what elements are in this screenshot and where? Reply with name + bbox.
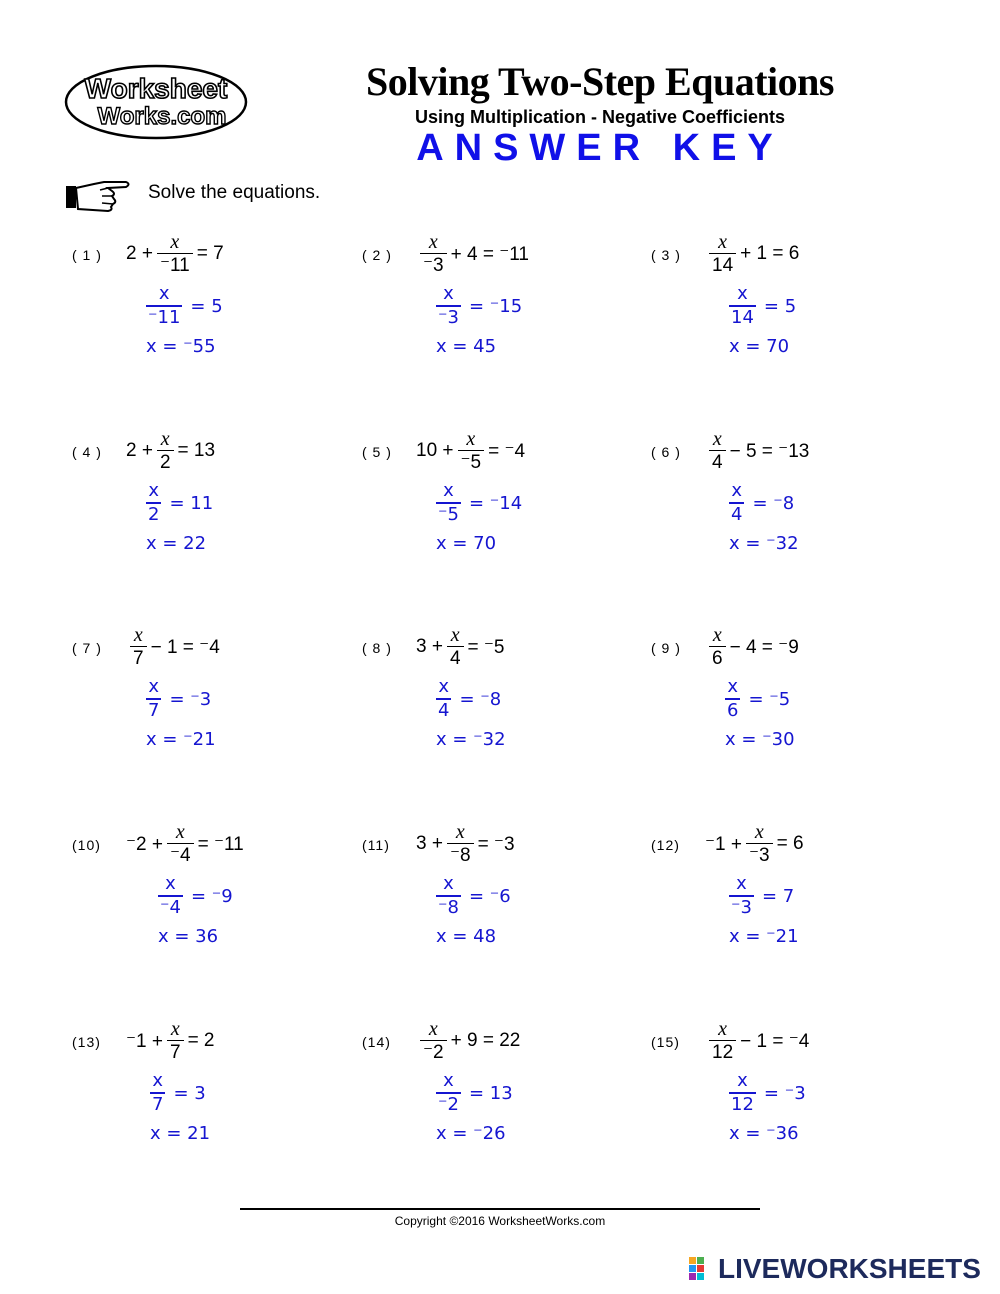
equation-suffix: + 1 = 6 — [740, 243, 800, 264]
problem-number: (12) — [651, 837, 680, 853]
logo-text-line2: Works.com — [97, 103, 227, 130]
equation — [126, 425, 215, 477]
final-answer: x = 48 — [436, 926, 497, 947]
solution-denominator: 4 — [438, 699, 450, 721]
equation — [126, 1015, 215, 1067]
final-answer: x = ⁻21 — [146, 729, 216, 750]
fraction-numerator: x — [712, 623, 722, 646]
fraction-numerator: x — [754, 820, 764, 843]
solution-rhs: = ⁻14 — [468, 492, 523, 514]
solution-step — [436, 1067, 513, 1119]
solution-fraction — [146, 283, 182, 329]
solution-rhs: = 11 — [169, 492, 214, 514]
equation — [416, 228, 529, 280]
fraction-numerator: x — [718, 230, 728, 253]
solution-fraction — [150, 1070, 165, 1116]
equation-prefix: 2 + — [126, 243, 153, 264]
liveworksheets-brand — [688, 1252, 981, 1286]
solution-denominator: ⁻11 — [148, 306, 181, 328]
footer-divider — [240, 1208, 760, 1210]
equation-fraction — [420, 1018, 447, 1065]
solution-step — [729, 1067, 806, 1119]
worked-solution — [729, 280, 796, 358]
problem-5 — [362, 425, 647, 595]
worked-solution — [729, 1067, 806, 1145]
solution-numerator: x — [148, 676, 160, 698]
fraction-numerator: x — [175, 820, 185, 843]
fraction-denominator: 6 — [712, 647, 723, 669]
equation-prefix: 2 + — [126, 440, 153, 461]
equation — [416, 818, 515, 870]
solution-denominator: 6 — [727, 699, 739, 721]
final-answer: x = 70 — [436, 533, 497, 554]
solution-step — [729, 280, 796, 332]
equation — [705, 228, 799, 280]
instructions-text: Solve the equations. — [148, 182, 321, 203]
solution-rhs: = 13 — [468, 1082, 513, 1104]
equation-suffix: − 5 = ⁻13 — [729, 440, 810, 462]
problem-9 — [651, 621, 936, 791]
fraction-numerator: x — [170, 1017, 180, 1040]
solution-fraction — [729, 283, 756, 329]
fraction-numerator: x — [712, 427, 722, 450]
solution-numerator: x — [737, 283, 748, 305]
equation-suffix: = ⁻5 — [467, 636, 505, 658]
fraction-denominator: ⁻5 — [460, 451, 482, 473]
worked-solution — [729, 870, 799, 948]
solution-denominator: ⁻2 — [438, 1093, 459, 1115]
equation-suffix: = ⁻11 — [197, 833, 244, 855]
solution-step — [436, 280, 522, 332]
solution-rhs: = ⁻6 — [468, 885, 511, 907]
fraction-denominator: ⁻8 — [449, 844, 471, 866]
fraction-denominator: ⁻4 — [169, 844, 191, 866]
worked-solution — [436, 673, 506, 751]
problem-number: ( 5 ) — [362, 444, 392, 460]
worked-solution — [729, 477, 799, 555]
equation-fraction — [709, 624, 726, 671]
fraction-numerator: x — [170, 230, 180, 253]
problem-12 — [651, 818, 936, 988]
fraction-denominator: ⁻11 — [159, 254, 190, 276]
final-answer: x = 22 — [146, 533, 207, 554]
problem-number: (13) — [72, 1034, 101, 1050]
problem-13 — [72, 1015, 357, 1185]
copyright-text: Copyright ©2016 WorksheetWorks.com — [394, 1214, 606, 1228]
problem-8 — [362, 621, 647, 791]
solution-denominator: ⁻8 — [438, 896, 459, 918]
equation-suffix: = ⁻4 — [488, 440, 526, 462]
problem-number: ( 7 ) — [72, 640, 102, 656]
solution-fraction — [436, 676, 451, 722]
solution-step — [158, 870, 233, 922]
equation-suffix: + 9 = 22 — [450, 1030, 521, 1051]
equation — [705, 1015, 809, 1067]
page-subtitle: Using Multiplication - Negative Coefficients — [414, 107, 786, 127]
problem-10 — [72, 818, 357, 988]
fraction-numerator: x — [450, 623, 460, 646]
solution-rhs: = 7 — [761, 885, 795, 907]
equation-suffix: = 13 — [177, 440, 216, 461]
problem-3 — [651, 228, 936, 398]
final-answer: x = 70 — [729, 336, 790, 357]
final-answer: x = 21 — [150, 1123, 211, 1144]
problem-number: ( 2 ) — [362, 247, 392, 263]
fraction-denominator: 2 — [159, 451, 171, 473]
solution-step — [150, 1067, 210, 1119]
fraction-numerator: x — [160, 427, 170, 450]
equation-fraction — [130, 624, 147, 671]
solution-fraction — [725, 676, 740, 722]
page-title: Solving Two-Step Equations — [366, 59, 834, 104]
equation-prefix: ⁻1 + — [126, 1030, 163, 1052]
problem-number: ( 4 ) — [72, 444, 102, 460]
equation — [126, 621, 220, 673]
fraction-numerator: x — [466, 427, 476, 450]
equation-fraction — [167, 1018, 184, 1065]
equation — [416, 621, 505, 673]
equation-prefix: ⁻1 + — [705, 833, 742, 855]
worked-solution — [436, 477, 522, 555]
solution-numerator: x — [165, 873, 176, 895]
fraction-numerator: x — [718, 1017, 728, 1040]
worked-solution — [436, 1067, 513, 1145]
solution-numerator: x — [731, 480, 743, 502]
fraction-denominator: 4 — [712, 451, 723, 473]
problem-number: ( 1 ) — [72, 247, 102, 263]
fraction-denominator: ⁻3 — [423, 254, 444, 276]
solution-step — [436, 870, 511, 922]
equation — [126, 818, 244, 870]
equation — [416, 1015, 520, 1067]
solution-rhs: = ⁻3 — [169, 688, 212, 710]
solution-fraction — [146, 676, 161, 722]
equation-fraction — [447, 821, 474, 868]
equation-suffix: + 4 = ⁻11 — [450, 243, 529, 265]
solution-rhs: = 3 — [173, 1082, 206, 1104]
solution-fraction — [436, 283, 461, 329]
problem-number: (11) — [362, 837, 390, 853]
solution-numerator: x — [443, 283, 454, 305]
fraction-numerator: x — [455, 820, 465, 843]
solution-fraction — [146, 480, 161, 526]
equation-fraction — [420, 231, 447, 278]
problem-number: (15) — [651, 1034, 680, 1050]
problem-number: (14) — [362, 1034, 391, 1050]
pointing-hand-icon — [64, 178, 132, 214]
problem-number: (10) — [72, 837, 101, 853]
worked-solution — [436, 870, 511, 948]
equation-prefix: ⁻2 + — [126, 833, 163, 855]
worked-solution — [146, 477, 213, 555]
equation-suffix: = 6 — [776, 833, 804, 854]
fraction-denominator: ⁻2 — [423, 1041, 444, 1063]
logo-text-line1: Worksheet — [84, 73, 228, 104]
solution-step — [436, 477, 522, 529]
solution-fraction — [436, 1070, 461, 1116]
solution-rhs: = 5 — [763, 295, 797, 317]
final-answer: x = ⁻26 — [436, 1123, 506, 1144]
fraction-numerator: x — [428, 1017, 438, 1040]
solution-fraction — [729, 480, 744, 526]
equation-suffix: − 1 = ⁻4 — [740, 1030, 810, 1052]
solution-denominator: ⁻3 — [438, 306, 459, 328]
solution-rhs: = ⁻15 — [468, 295, 523, 317]
final-answer: x = ⁻21 — [729, 926, 799, 947]
problem-2 — [362, 228, 647, 398]
solution-step — [146, 673, 216, 725]
problem-4 — [72, 425, 357, 595]
equation — [705, 621, 799, 673]
solution-rhs: = ⁻3 — [763, 1082, 806, 1104]
solution-step — [146, 280, 223, 332]
solution-rhs: = ⁻8 — [459, 688, 502, 710]
solution-numerator: x — [152, 1070, 164, 1092]
solution-numerator: x — [443, 873, 454, 895]
problem-14 — [362, 1015, 647, 1185]
equation-fraction — [458, 428, 485, 475]
solution-step — [436, 673, 506, 725]
equation-suffix: = 7 — [196, 243, 224, 264]
solution-denominator: 14 — [731, 306, 754, 328]
final-answer: x = ⁻55 — [146, 336, 216, 357]
problem-number: ( 9 ) — [651, 640, 681, 656]
solution-rhs: = 5 — [190, 295, 223, 317]
solution-denominator: ⁻4 — [160, 896, 181, 918]
final-answer: x = ⁻32 — [729, 533, 799, 554]
worksheetworks-logo — [62, 62, 250, 142]
solution-fraction — [436, 873, 461, 919]
solution-rhs: = ⁻5 — [748, 688, 791, 710]
solution-denominator: 4 — [731, 503, 743, 525]
solution-numerator: x — [443, 1070, 454, 1092]
fraction-numerator: x — [428, 230, 438, 253]
solution-rhs: = ⁻9 — [190, 885, 233, 907]
equation — [416, 425, 525, 477]
problem-6 — [651, 425, 936, 595]
solution-denominator: 2 — [148, 503, 160, 525]
fraction-denominator: 7 — [133, 647, 144, 669]
answer-key-heading: ANSWER KEY — [416, 127, 784, 169]
equation-fraction — [157, 428, 174, 475]
solution-numerator: x — [148, 480, 160, 502]
solution-step — [146, 477, 213, 529]
equation-suffix: − 1 = ⁻4 — [150, 636, 220, 658]
equation-fraction — [709, 428, 726, 475]
solution-step — [729, 870, 799, 922]
final-answer: x = ⁻32 — [436, 729, 506, 750]
problem-number: ( 3 ) — [651, 247, 681, 263]
equation-prefix: 10 + — [416, 440, 454, 461]
fraction-denominator: 14 — [712, 254, 734, 276]
worked-solution — [158, 870, 233, 948]
problem-number: ( 6 ) — [651, 444, 681, 460]
worked-solution — [146, 280, 223, 358]
equation-suffix: − 4 = ⁻9 — [729, 636, 799, 658]
solution-denominator: 7 — [148, 699, 160, 721]
final-answer: x = ⁻36 — [729, 1123, 799, 1144]
equation — [705, 425, 809, 477]
equation-fraction — [157, 231, 193, 278]
solution-numerator: x — [727, 676, 739, 698]
equation-prefix: 3 + — [416, 636, 443, 657]
equation — [126, 228, 224, 280]
fraction-denominator: 12 — [712, 1041, 734, 1063]
fraction-numerator: x — [133, 623, 143, 646]
problem-15 — [651, 1015, 936, 1185]
problem-number: ( 8 ) — [362, 640, 392, 656]
solution-numerator: x — [736, 873, 747, 895]
worked-solution — [436, 280, 522, 358]
solution-denominator: 7 — [152, 1093, 164, 1115]
worked-solution — [146, 673, 216, 751]
fraction-denominator: 7 — [169, 1041, 181, 1063]
fraction-denominator: 4 — [449, 647, 461, 669]
equation-fraction — [709, 1018, 736, 1065]
problem-1 — [72, 228, 357, 398]
equation-fraction — [746, 821, 773, 868]
solution-numerator: x — [443, 480, 454, 502]
solution-step — [725, 673, 795, 725]
solution-fraction — [158, 873, 183, 919]
final-answer: x = 36 — [158, 926, 219, 947]
solution-denominator: ⁻3 — [731, 896, 752, 918]
fraction-denominator: ⁻3 — [748, 844, 770, 866]
solution-fraction — [436, 480, 461, 526]
solution-fraction — [729, 873, 754, 919]
solution-numerator: x — [737, 1070, 748, 1092]
equation-suffix: = ⁻3 — [477, 833, 515, 855]
solution-fraction — [729, 1070, 756, 1116]
equation-fraction — [447, 624, 464, 671]
problem-11 — [362, 818, 647, 988]
solution-denominator: ⁻5 — [438, 503, 459, 525]
solution-denominator: 12 — [731, 1093, 754, 1115]
equation-suffix: = 2 — [187, 1030, 215, 1051]
final-answer: x = ⁻30 — [725, 729, 795, 750]
equation-fraction — [709, 231, 736, 278]
liveworksheets-label: LIVEWORKSHEETS — [718, 1253, 981, 1284]
worked-solution — [725, 673, 795, 751]
equation — [705, 818, 804, 870]
worked-solution — [150, 1067, 210, 1145]
final-answer: x = 45 — [436, 336, 497, 357]
problem-7 — [72, 621, 357, 791]
solution-numerator: x — [438, 676, 450, 698]
solution-rhs: = ⁻8 — [752, 492, 795, 514]
solution-numerator: x — [158, 283, 170, 305]
solution-step — [729, 477, 799, 529]
liveworksheets-logo-icon — [688, 1256, 714, 1282]
equation-fraction — [167, 821, 194, 868]
equation-prefix: 3 + — [416, 833, 443, 854]
